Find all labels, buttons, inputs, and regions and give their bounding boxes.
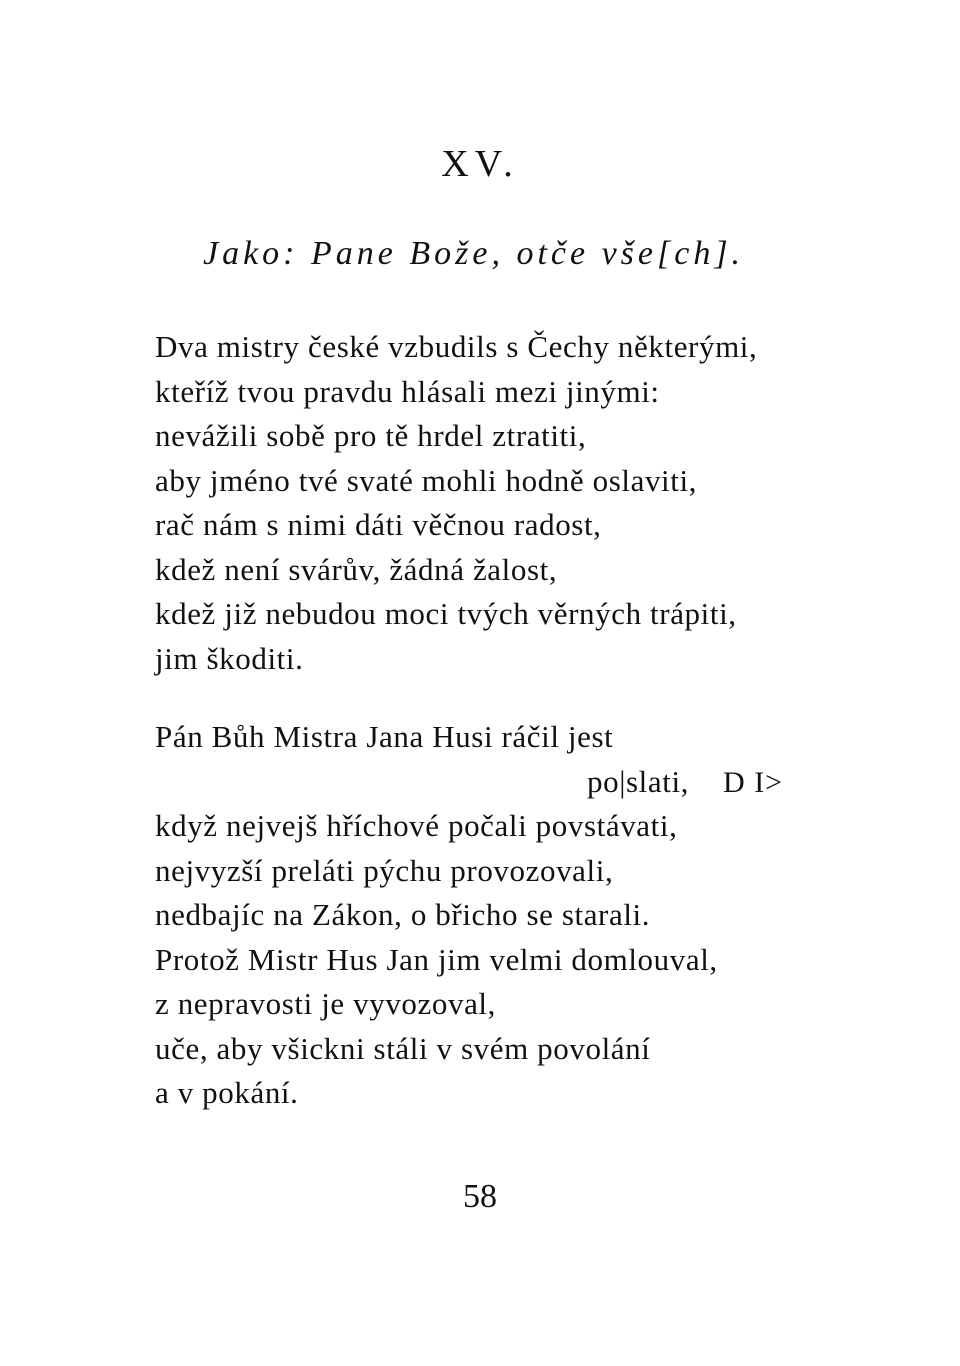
verse-line: z nepravosti je vyvozoval,	[155, 986, 496, 1021]
page-number: 58	[463, 1178, 497, 1215]
verse-line: kteříž tvou pravdu hlásali mezi jinými:	[155, 373, 660, 409]
verse-line: když nejvejš hříchové počali povstávati,	[155, 808, 678, 843]
verse-line: kdež již nebudou moci tvých věrných trápiti,	[155, 596, 737, 631]
verse-line: Pán Bůh Mistra Jana Husi ráčil jest	[155, 719, 614, 754]
verse-line: jim škoditi.	[155, 640, 304, 676]
verse-line: a v pokání.	[155, 1075, 299, 1110]
verse-line: aby jméno tvé svaté mohli hodně oslaviti,	[155, 462, 698, 498]
verse-line: nevážili sobě pro tě hrdel ztratiti,	[155, 418, 587, 453]
verse-line: Dva mistry české vzbudils s Čechy některými,	[155, 329, 758, 364]
tune-note: Jako: Pane Bože, otče vše[ch].	[203, 235, 745, 272]
verse-line-continuation	[155, 760, 783, 805]
verse-line: nejvyzší preláti pýchu provozovali,	[155, 852, 614, 888]
verse-line: uče, aby všickni stáli v svém povolání	[155, 1030, 651, 1066]
verse-line: nedbajíc na Zákon, o břicho se starali.	[155, 897, 651, 932]
stanza-1	[155, 325, 757, 681]
continuation-text: po|slati,	[587, 763, 690, 799]
verse-line: Protož Mistr Hus Jan jim velmi domlouval,	[155, 941, 718, 977]
verse-line: kdež není svárův, žádná žalost,	[155, 551, 558, 587]
verse-line: rač nám s nimi dáti věčnou radost,	[155, 507, 602, 542]
chapter-heading: XV.	[441, 143, 519, 185]
stanza-2	[155, 715, 783, 1116]
margin-note: D I>	[723, 765, 784, 799]
